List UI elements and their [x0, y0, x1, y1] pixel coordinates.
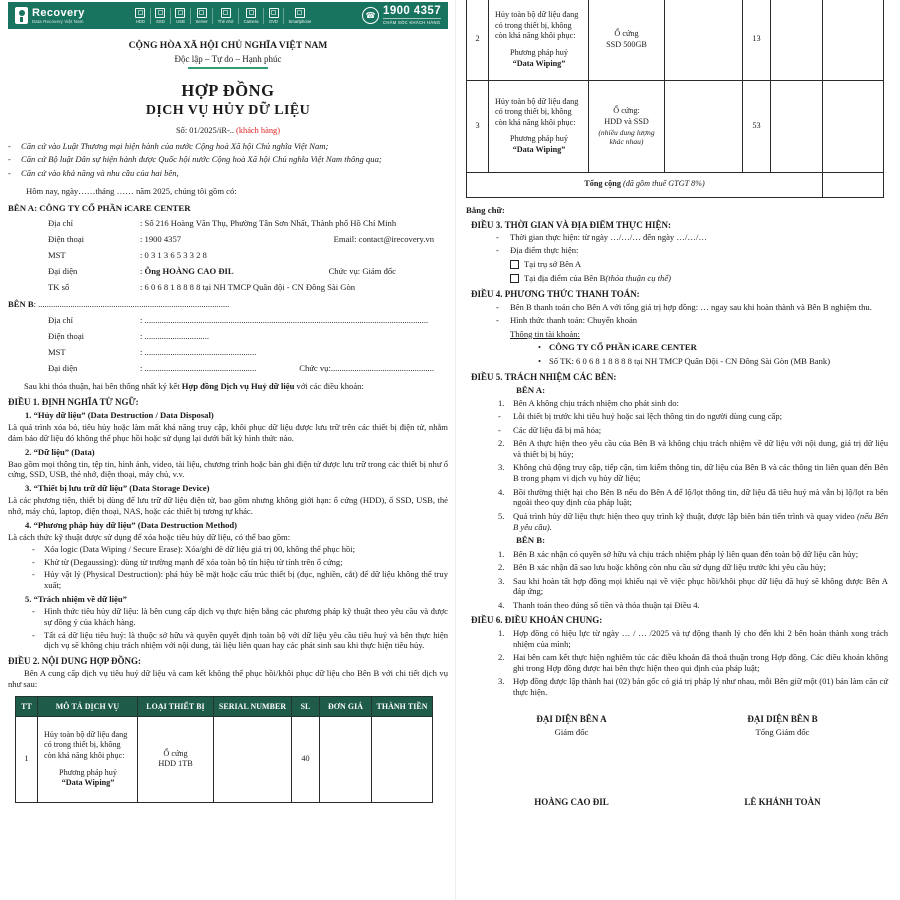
party-a-obligation: 3. Không chủ động truy cập, tiếp cận, tìm kiếm thông tin, dữ liệu của Bên B và các thông tin liên quan đến Bên B trong phạm vi dịch vụ hủy dữ liệu;: [498, 462, 888, 484]
party-a-representative-row: Đại diện : Ông HOÀNG CAO ĐIL Chức vụ: Giám đốc: [48, 266, 396, 277]
phone-icon: ☎: [362, 7, 379, 24]
signature-party-b: [677, 714, 888, 807]
amount-in-words-label: Bằng chữ:: [466, 204, 505, 215]
col-tt: TT: [16, 696, 38, 716]
contract-number-note: (khách hàng): [236, 125, 280, 135]
motto-underline: [188, 67, 268, 69]
article-3-item: - Địa điểm thực hiện:: [466, 245, 888, 256]
recital-item: - Căn cứ Bộ luật Dân sự hiện hành được Quốc hội nước Cộng hoà Xã hội Chủ nghĩa Việt Nam thông qua;: [8, 154, 448, 165]
checkbox-at-party-a-office: Tại trụ sở Bên A: [510, 259, 888, 270]
hotline-caption: CHĂM SÓC KHÁCH HÀNG: [383, 20, 441, 25]
signature-section: [466, 714, 888, 807]
row2-amount: [823, 0, 884, 80]
party-a-heading: BÊN A: CÔNG TY CỔ PHẦN iCARE CENTER: [8, 203, 191, 214]
row3-tt: 3: [467, 80, 489, 172]
logo-text: [32, 8, 85, 24]
service-table-page2: [466, 0, 884, 198]
party-b-obligation: 2. Bên B xác nhận đã sao lưu hoặc không còn nhu cầu sử dụng dữ liệu trước khi yêu cầu hủy;: [498, 562, 826, 573]
opening-line: Hôm nay, ngày……tháng …… năm 2025, chúng tôi gồm có:: [26, 186, 237, 197]
article-1-heading: ĐIỀU 1. ĐỊNH NGHĨA TỪ NGỮ:: [8, 396, 139, 407]
party-b-representative-row: Đại diện : .................................................... Chức vụ:................................................: [48, 363, 434, 374]
party-a-phone-row: Điện thoại : 1900 4357 Email: contact@irecovery.vn: [48, 234, 434, 245]
term-4-title: 4. “Phương pháp hủy dữ liệu” (Data Destruction Method): [25, 520, 238, 531]
row2-device: Ổ cứng SSD 500GB: [589, 0, 665, 80]
row1-description: Hủy toàn bộ dữ liệu đang có trong thiết bị, không còn khả năng khôi phục: Phương pháp huỷ “Data Wiping”: [38, 716, 138, 802]
row3-qty: 53: [743, 80, 771, 172]
smartphone-icon: Smartphone: [283, 8, 316, 24]
article-4-item: - Hình thức thanh toán: Chuyển khoản: [466, 315, 888, 326]
term-4-bullet: - Khử từ (Degaussing): dùng từ trường mạnh để xóa toàn bộ tín hiệu từ tính trên ổ cứng;: [8, 557, 448, 568]
checkbox-icon: [510, 260, 519, 269]
row3-unit-price: [771, 80, 823, 172]
contract-page-2: [455, 0, 900, 900]
general-term: 2. Hai bên cam kết thực hiện nghiêm túc các điều khoản đã thoả thuận trong Hợp đồng. Các điều khoản không ghi trong Hợp đồng được hai bên thực hiện theo qui định của pháp luật;: [498, 652, 888, 674]
device-icon-strip: [131, 8, 316, 24]
hotline-number: 1900 4357: [383, 5, 441, 17]
hdd-icon: HDD: [131, 8, 150, 24]
term-5-title: 5. “Trách nhiệm về dữ liệu”: [25, 594, 127, 605]
account-info-heading: Thông tin tài khoản:: [510, 328, 580, 339]
account-number-bullet: • Số TK: 6 0 6 8 1 8 8 8 8 tại NH TMCP Quân Đội - CN Đông Sài Gòn (MB Bank): [466, 356, 888, 367]
account-name-bullet: • CÔNG TY CỔ PHẦN iCARE CENTER: [466, 342, 888, 353]
party-a-obligation: 4. Bồi thường thiệt hại cho Bên B nếu do Bên A để lộ/lọt thông tin, dữ liệu đã tiêu huỷ mà vẫn bị lộ/lọt ra bên ngoài theo quy định của pháp luật;: [498, 486, 888, 508]
party-a-representative-title: Chức vụ: Giám đốc: [328, 266, 396, 277]
usb-glyph-icon: [175, 8, 185, 18]
general-term: 1. Hợp đồng có hiệu lực từ ngày … / … /2025 và tự động thanh lý cho đến khi 2 bên hoàn thành xong trách nhiệm của mình;: [498, 628, 888, 649]
party-a-representative-name: Ông HOÀNG CAO ĐIL: [144, 266, 234, 277]
server-glyph-icon: [197, 8, 207, 18]
signature-party-a: [466, 714, 677, 807]
row3-device: Ổ cứng: HDD và SSD (nhiều dung lượng khác nhau): [589, 80, 665, 172]
irecovery-logo-icon: [15, 7, 28, 24]
row1-qty: 40: [292, 716, 320, 802]
term-5-bullet: - Hình thức tiêu hủy dữ liệu: là bên cung cấp dịch vụ thực hiện bằng các phương pháp kỹ thuật theo yêu cầu và được sự đồng ý của khách hàng.: [8, 606, 448, 628]
service-table-header-row: [16, 696, 433, 716]
row2-serial: [665, 0, 743, 80]
row2-description: Hủy toàn bộ dữ liệu đang có trong thiết bị, không còn khả năng khôi phục: Phương pháp huỷ “Data Wiping”: [489, 0, 589, 80]
party-a-signature-role: Giám đốc: [554, 727, 589, 738]
row2-tt: 2: [467, 0, 489, 80]
party-a-mst-row: MST : 0 3 1 3 6 5 3 3 2 8: [48, 250, 207, 261]
dvd-glyph-icon: [269, 8, 279, 18]
service-row-3: [467, 80, 884, 172]
row2-unit-price: [771, 0, 823, 80]
general-term: 3. Hợp đồng được lập thành hai (02) bản gốc có giá trị pháp lý như nhau, mỗi Bên giữ một (01) bản làm căn cứ thực hiện.: [498, 676, 888, 698]
row3-description: Hủy toàn bộ dữ liệu đang có trong thiết bị, không còn khả năng khôi phục: Phương pháp huỷ “Data Wiping”: [489, 80, 589, 172]
row2-qty: 13: [743, 0, 771, 80]
row1-device: Ổ cứng HDD 1TB: [138, 716, 214, 802]
row1-serial: [214, 716, 292, 802]
party-a-account-row: TK số : 6 0 6 8 1 8 8 8 8 tại NH TMCP Quân đội - CN Đông Sài Gòn: [48, 282, 356, 293]
row1-unit-price: [320, 716, 372, 802]
party-b-obligation: 1. Bên B xác nhận có quyền sở hữu và chịu trách nhiệm pháp lý liên quan đến toàn bộ dữ liệu cần hủy;: [498, 548, 859, 559]
article-3-item: - Thời gian thực hiện: từ ngày …/…/… đến ngày …/…/…: [466, 232, 888, 243]
hotline-badge: [362, 6, 441, 25]
party-b-address-row: Địa chỉ : ....................................................................................................................................: [48, 315, 429, 326]
national-motto-line2: Độc lập – Tự do – Hạnh phúc: [174, 54, 282, 64]
brand-tagline: Data Recovery Việt Nam: [32, 18, 84, 24]
article-5-heading: ĐIỀU 5. TRÁCH NHIỆM CÁC BÊN:: [471, 371, 617, 382]
row1-amount: [372, 716, 433, 802]
brand-name: Recovery: [32, 6, 85, 19]
letterhead-bar: [8, 2, 448, 29]
service-row-2: [467, 0, 884, 80]
server-icon: Server: [190, 8, 212, 24]
ssd-icon: SSD: [150, 8, 170, 24]
service-row-1: [16, 716, 433, 802]
party-b-heading: BÊN B : .........................................................................................: [8, 299, 230, 310]
term-1-title: 1. “Hủy dữ liệu” (Data Destruction / Data Disposal): [25, 409, 214, 420]
contract-number: Số: 01/2025/iR-.. (khách hàng): [176, 125, 280, 135]
row3-amount: [823, 80, 884, 172]
party-a-signature-name: HOÀNG CAO ĐIL: [534, 797, 609, 808]
article-6-heading: ĐIỀU 6. ĐIỀU KHOẢN CHUNG:: [471, 615, 603, 626]
party-a-signature-title: ĐẠI DIỆN BÊN A: [536, 714, 607, 725]
recitals: [8, 141, 448, 179]
term-4-body: Là cách thức kỹ thuật được sử dụng để xóa hoặc tiêu hủy dữ liệu, có thể bao gồm:: [8, 532, 291, 543]
term-4-bullet: - Xóa logic (Data Wiping / Secure Erase): Xóa/ghi đè dữ liệu giá trị 00, không thể phục hồi;: [8, 544, 448, 555]
article-4-heading: ĐIỀU 4. PHƯƠNG THỨC THANH TOÁN:: [471, 289, 640, 300]
total-row: [467, 172, 884, 197]
camera-icon: Camera: [238, 8, 263, 24]
term-5-bullet: - Tất cả dữ liệu tiêu huỷ: là thuộc sở hữu và quyền quyết định toàn bộ với dữ liệu yêu cầu tiêu huỷ và bên thực hiện dịch vụ sẽ không chịu trách nhiệm với nội dung, tài liệu liên quan hay các phát sinh sau khi thực hiện tiêu hủy.: [8, 630, 448, 652]
recital-item: - Căn cứ vào khả năng và nhu cầu của hai bên,: [8, 168, 448, 179]
memory-card-icon: Thẻ nhớ: [212, 8, 238, 24]
article-3-heading: ĐIỀU 3. THỜI GIAN VÀ ĐỊA ĐIỂM THỰC HIỆN:: [471, 219, 671, 230]
party-a-obligation-sub: - Lỗi thiết bị trước khi tiêu huỷ hoặc sai lệch thông tin do người dùng cung cấp;: [466, 411, 888, 422]
term-3-body: Là các phương tiện, thiết bị dùng để lưu trữ dữ liệu điện tử, bao gồm nhưng không giới hạn: ổ cứng (HDD), ổ SSD, USB, thẻ nhớ, máy chủ, laptop, điện thoại, NAS, hoặc các thiết bị tương tự khác.: [8, 495, 448, 517]
total-amount: [823, 172, 884, 197]
party-b-obligation: 4. Thanh toán theo đúng số tiền và thỏa thuận tại Điều 4.: [498, 599, 700, 610]
party-a-email: Email: contact@irecovery.vn: [333, 234, 434, 245]
article-5-party-b-heading: BÊN B:: [516, 535, 546, 546]
total-label: Tổng cộng (đã gồm thuế GTGT 8%): [467, 172, 823, 197]
ssd-glyph-icon: [155, 8, 165, 18]
party-a-obligation: 2. Bên A thực hiện theo yêu cầu của Bên B và không chịu trách nhiệm về dữ liệu với nội dung, giá trị dữ liệu và thiết bị bị hủy;: [498, 438, 888, 459]
col-amount: THÀNH TIỀN: [372, 696, 433, 716]
term-2-title: 2. “Dữ liệu” (Data): [25, 446, 95, 457]
article-4-item: - Bên B thanh toán cho Bên A với tổng giá trị hợp đồng: … ngay sau khi hoàn thành và Bên B nghiệm thu.: [466, 302, 888, 313]
party-a-obligation-sub: - Các dữ liệu đã bị mã hóa;: [466, 425, 888, 436]
smartphone-glyph-icon: [295, 8, 305, 18]
row1-tt: 1: [16, 716, 38, 802]
party-b-signature-title: ĐẠI DIỆN BÊN B: [747, 714, 818, 725]
irecovery-logo: [15, 7, 85, 24]
article-2-heading: ĐIỀU 2. NỘI DUNG HỢP ĐỒNG:: [8, 656, 142, 667]
party-a-obligation: 5. Quá trình hủy dữ liệu thực hiện theo quy trình kỹ thuật, được lập biên bản tiến trình và quay video (nếu Bên B yêu cầu).: [498, 510, 889, 532]
col-description: MÔ TẢ DỊCH VỤ: [38, 696, 138, 716]
contract-title-line1: HỢP ĐỒNG: [181, 80, 275, 100]
term-3-title: 3. “Thiết bị lưu trữ dữ liệu” (Data Storage Device): [25, 483, 210, 494]
party-a-obligation: 1. Bên A không chịu trách nhiệm cho phát sinh do:: [498, 398, 679, 408]
service-table-page1: [15, 696, 433, 803]
hdd-glyph-icon: [135, 8, 145, 18]
party-b-phone-row: Điện thoại : ..............................: [48, 331, 209, 342]
party-b-signature-role: Tổng Giám đốc: [755, 727, 810, 738]
dvd-icon: DVD: [263, 8, 283, 24]
article-2-body: Bên A cung cấp dịch vụ tiêu huỷ dữ liệu và cam kết không thể phục hồi/khôi phục dữ liệu cho Bên B với chi tiết dịch vụ như sau:: [8, 668, 448, 690]
party-a-address-row: Địa chỉ : Số 216 Hoàng Văn Thụ, Phường Tân Sơn Nhất, Thành phố Hồ Chí Minh: [48, 218, 397, 229]
checkbox-icon: [510, 274, 519, 283]
contract-title-line2: DỊCH VỤ HỦY DỮ LIỆU: [145, 102, 311, 118]
party-b-obligation: 3. Sau khi hoàn tất hợp đồng mọi khiếu nại về việc phục hồi/khôi phục dữ liệu đã huỷ sẽ không được Bên A đáp ứng;: [498, 575, 888, 597]
usb-icon: USB: [170, 8, 190, 24]
checkbox-at-party-b-location: Tại địa điểm của Bên B (thỏa thuận cụ thể): [510, 273, 888, 284]
col-unit-price: ĐƠN GIÁ: [320, 696, 372, 716]
term-1-body: Là quá trình xóa bỏ, tiêu hủy hoặc làm mất khả năng truy cập, khôi phục dữ liệu được lưu trữ trên các thiết bị điện tử, nhằm đảm bảo dữ liệu đó không thể phục hồi hoặc sử dụng lại dưới bất kỳ hình thức nào.: [8, 421, 448, 443]
agreement-line: Sau khi thỏa thuận, hai bên thống nhất ký kết Hợp đồng Dịch vụ Huỷ dữ liệu với các điều khoản:: [24, 380, 364, 391]
memory-card-glyph-icon: [221, 8, 231, 18]
term-4-bullet: - Hủy vật lý (Physical Destruction): phá hủy bề mặt hoặc cấu trúc thiết bị (đục, nghiền, cắt) để dữ liệu không thể truy xuất;: [8, 569, 448, 591]
article-5-party-a-heading: BÊN A:: [516, 384, 546, 395]
national-motto-line1: CỘNG HÒA XÃ HỘI CHỦ NGHĨA VIỆT NAM: [128, 40, 328, 51]
col-device-type: LOẠI THIẾT BỊ: [138, 696, 214, 716]
camera-glyph-icon: [246, 8, 256, 18]
term-2-body: Bao gồm mọi thông tin, tệp tin, hình ảnh, video, tài liệu, chương trình hoặc bản ghi điện tử được lưu trữ trong các thiết bị như ổ cứng, SSD, USB, thẻ nhớ, điện thoại, máy chủ, v.v.: [8, 458, 448, 480]
recital-item: - Căn cứ vào Luật Thương mại hiện hành của nước Cộng hoà Xã hội Chủ nghĩa Việt Nam;: [8, 141, 448, 152]
col-serial: SERIAL NUMBER: [214, 696, 292, 716]
row3-serial: [665, 80, 743, 172]
hotline-text: [383, 6, 441, 25]
party-b-mst-row: MST : ....................................................: [48, 347, 257, 358]
col-qty: SL: [292, 696, 320, 716]
party-b-signature-name: LÊ KHÁNH TOÀN: [744, 797, 821, 808]
